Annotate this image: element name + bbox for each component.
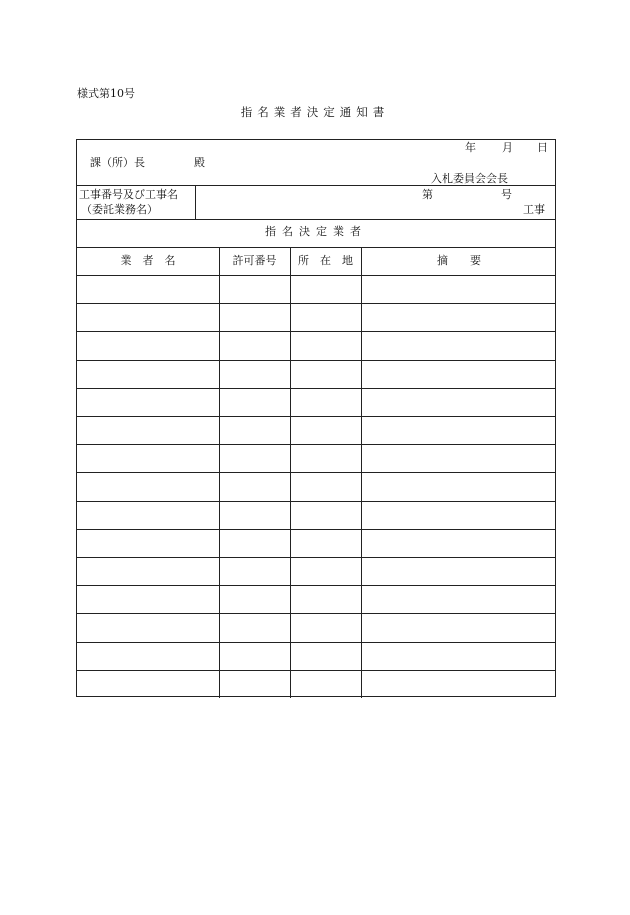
divider-header-row [77, 275, 555, 276]
project-label-line2: （委託業務名） [81, 203, 158, 216]
table-row-divider [77, 388, 555, 389]
table-row-divider [77, 557, 555, 558]
header-company-name: 業 者 名 [120, 254, 176, 267]
project-label-line1: 工事番号及び工事名 [79, 188, 178, 201]
table-row-divider [77, 529, 555, 530]
header-location: 所 在 地 [298, 254, 353, 267]
table-row-divider [77, 613, 555, 614]
table-row-divider [77, 331, 555, 332]
table-row-divider [77, 670, 555, 671]
header-remarks: 摘 要 [437, 254, 481, 267]
project-work-suffix: 工事 [523, 203, 545, 216]
divider-project [77, 219, 555, 220]
table-row-divider [77, 642, 555, 643]
divider-section [77, 247, 555, 248]
form-number: 様式第10号 [77, 87, 135, 100]
recipient-label: 課（所）長 [90, 156, 145, 169]
project-number-suffix: 号 [501, 188, 512, 201]
table-row-divider [77, 303, 555, 304]
notice-form [76, 139, 556, 697]
table-row-divider [77, 360, 555, 361]
date-year-label: 年 [465, 141, 476, 154]
document-title: 指名業者決定通知書 [240, 105, 390, 119]
sender-label: 入札委員会会長 [431, 172, 508, 185]
selected-section-title: 指名決定業者 [265, 225, 367, 238]
table-row-divider [77, 501, 555, 502]
table-row-divider [77, 472, 555, 473]
date-day-label: 日 [537, 141, 548, 154]
project-number-prefix: 第 [422, 188, 433, 201]
table-row-divider [77, 444, 555, 445]
header-permit-number: 許可番号 [232, 254, 277, 267]
divider-addressee [77, 185, 555, 186]
date-month-label: 月 [502, 141, 513, 154]
table-row-divider [77, 585, 555, 586]
table-row-divider [77, 416, 555, 417]
project-label-divider [195, 185, 196, 219]
honorific-label: 殿 [194, 156, 205, 169]
